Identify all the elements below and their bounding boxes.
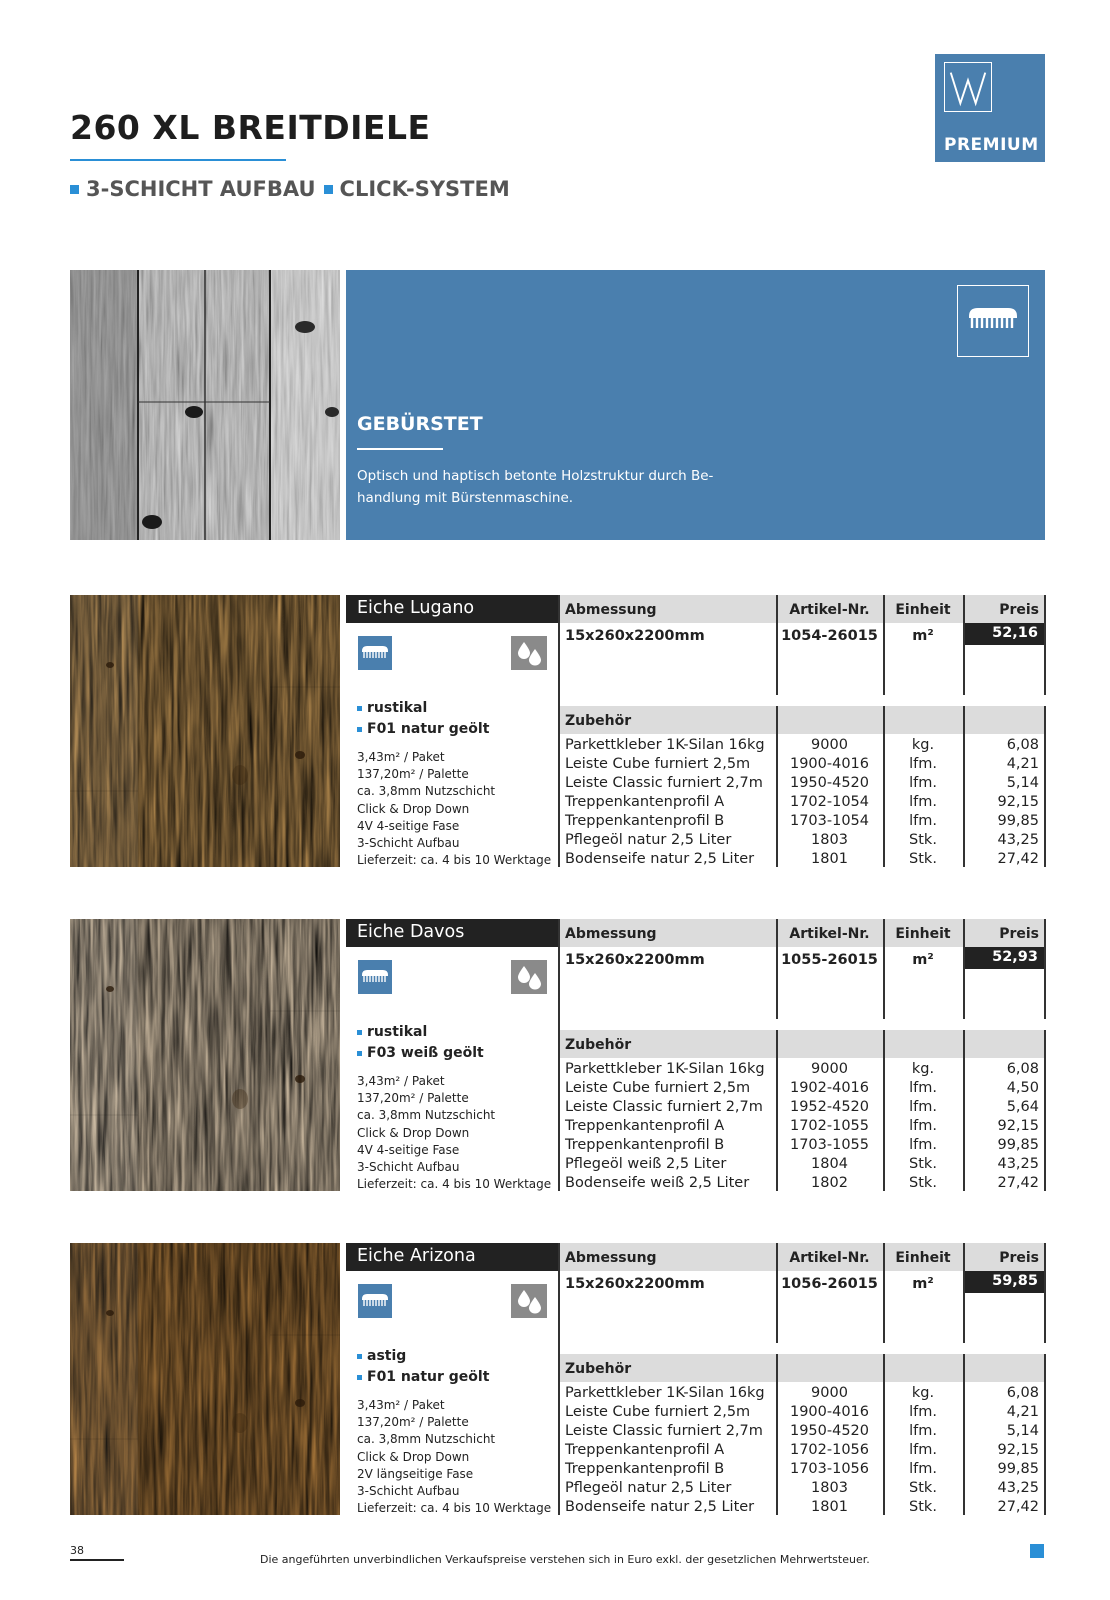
product-name: Eiche Lugano: [346, 595, 558, 623]
accessory-row: [558, 813, 1045, 832]
bullet-square-icon: [70, 185, 79, 194]
accessory-unit: Stk.: [909, 832, 937, 848]
accessory-price: 5,64: [1006, 1099, 1039, 1115]
feature-label: 3-SCHICHT AUFBAU: [86, 177, 316, 201]
header-unit: Einheit: [895, 602, 951, 618]
accessory-article: 1803: [811, 832, 848, 848]
accessories-header: [558, 1030, 1045, 1058]
product-oil-finish: F01 natur geölt: [367, 721, 490, 737]
product-price: 52,16: [964, 623, 1044, 645]
accessory-price: 43,25: [997, 832, 1039, 848]
price-table: [558, 1243, 1045, 1515]
table-divider: [776, 1243, 778, 1343]
table-divider: [776, 595, 778, 695]
accessory-unit: kg.: [911, 1385, 935, 1401]
product-attributes: [357, 1022, 484, 1064]
accessory-price: 27,42: [997, 1175, 1039, 1191]
accessory-price: 4,21: [1006, 756, 1039, 772]
product-dimension: 15x260x2200mm: [565, 628, 705, 644]
accessory-unit: lfm.: [909, 1118, 937, 1134]
accessory-price: 5,14: [1006, 1423, 1039, 1439]
accessory-name: Leiste Classic furniert 2,7m: [565, 775, 763, 791]
brush-finish-icon: [358, 1284, 392, 1318]
accessories-label: Zubehör: [565, 1361, 632, 1377]
spec-line: 3,43m² / Paket: [357, 750, 445, 764]
feature-list: [70, 177, 510, 201]
footer-square-icon: [1030, 1544, 1044, 1558]
accessory-row: [558, 1156, 1045, 1175]
spec-line: Lieferzeit: ca. 4 bis 10 Werktage: [357, 853, 552, 868]
accessory-unit: Stk.: [909, 1156, 937, 1172]
premium-label: PREMIUM: [944, 135, 1039, 155]
finish-heading: GEBÜRSTET: [357, 413, 483, 435]
spec-line: ca. 3,8mm Nutzschicht: [357, 1108, 496, 1123]
product-unit: m²: [912, 1276, 934, 1292]
accessory-unit: Stk.: [909, 1480, 937, 1496]
accessory-article: 9000: [811, 737, 848, 753]
accessory-unit: lfm.: [909, 813, 937, 829]
accessory-name: Leiste Classic furniert 2,7m: [565, 1099, 763, 1115]
price-table: [558, 919, 1045, 1191]
accessory-price: 99,85: [997, 1461, 1039, 1477]
oil-drops-icon: [511, 1284, 547, 1318]
accessory-price: 99,85: [997, 813, 1039, 829]
bullet-square-icon: [324, 185, 333, 194]
accessory-row: [558, 1423, 1045, 1442]
finish-heading-underline: [357, 448, 443, 450]
accessory-name: Bodenseife natur 2,5 Liter: [565, 1499, 755, 1515]
accessory-row: [558, 1061, 1045, 1080]
accessory-row: [558, 1480, 1045, 1499]
accessory-article: 1802: [811, 1175, 848, 1191]
page-title: 260 XL BREITDIELE: [70, 108, 431, 147]
product-grade: rustikal: [367, 1024, 428, 1040]
accessories-label: Zubehör: [565, 1037, 632, 1053]
spec-line: ca. 3,8mm Nutzschicht: [357, 784, 496, 799]
header-price: Preis: [999, 1250, 1039, 1266]
product-specs: [357, 749, 551, 869]
accessory-price: 6,08: [1006, 1061, 1039, 1077]
accessory-article: 1703-1055: [789, 1137, 870, 1153]
oil-drops-icon: [511, 636, 547, 670]
product-unit: m²: [912, 952, 934, 968]
accessory-unit: kg.: [911, 1061, 935, 1077]
accessory-row: [558, 1175, 1045, 1194]
product-article: 1056-26015: [781, 1276, 878, 1292]
spec-line: 3-Schicht Aufbau: [357, 836, 460, 851]
spec-line: ca. 3,8mm Nutzschicht: [357, 1432, 496, 1447]
header-dimension: Abmessung: [565, 926, 657, 942]
accessory-name: Parkettkleber 1K-Silan 16kg: [565, 1385, 765, 1401]
accessories-header: [558, 1354, 1045, 1382]
accessory-row: [558, 775, 1045, 794]
accessory-price: 92,15: [997, 1442, 1039, 1458]
accessory-row: [558, 1499, 1045, 1518]
accessories-list: [558, 1385, 1045, 1518]
finish-description: Optisch und haptisch betonte Holzstruktur durch Be- handlung mit Bürstenmaschine.: [357, 468, 714, 506]
accessory-unit: Stk.: [909, 851, 937, 867]
header-price: Preis: [999, 602, 1039, 618]
product-specs: [357, 1073, 551, 1193]
accessory-article: 1702-1055: [789, 1118, 870, 1134]
accessories-list: [558, 1061, 1045, 1194]
accessory-article: 1950-4520: [789, 1423, 870, 1439]
accessory-row: [558, 756, 1045, 775]
accessory-unit: kg.: [911, 737, 935, 753]
table-divider: [1044, 1243, 1046, 1343]
page-number-rule: [70, 1559, 124, 1561]
wood-sample-image: [70, 919, 340, 1191]
product-name: Eiche Davos: [346, 919, 558, 947]
brushed-wood-image: [70, 270, 340, 540]
spec-line: Lieferzeit: ca. 4 bis 10 Werktage: [357, 1177, 552, 1192]
accessory-unit: lfm.: [909, 1442, 937, 1458]
spec-line: 4V 4-seitige Fase: [357, 1142, 460, 1157]
spec-line: 3-Schicht Aufbau: [357, 1160, 460, 1175]
accessory-article: 1703-1056: [789, 1461, 870, 1477]
accessory-unit: lfm.: [909, 794, 937, 810]
accessory-name: Treppenkantenprofil B: [565, 1137, 725, 1153]
product-article: 1055-26015: [781, 952, 878, 968]
accessory-article: 1801: [811, 1499, 848, 1515]
price-table: [558, 595, 1045, 867]
accessory-price: 92,15: [997, 794, 1039, 810]
accessory-article: 1801: [811, 851, 848, 867]
accessory-article: 1902-4016: [789, 1080, 870, 1096]
accessory-unit: lfm.: [909, 775, 937, 791]
feature-label: CLICK-SYSTEM: [339, 177, 510, 201]
accessory-article: 1702-1056: [789, 1442, 870, 1458]
accessory-name: Treppenkantenprofil B: [565, 1461, 725, 1477]
accessory-price: 43,25: [997, 1480, 1039, 1496]
product-article: 1054-26015: [781, 628, 878, 644]
accessory-article: 1804: [811, 1156, 848, 1172]
product-price: 59,85: [964, 1271, 1044, 1293]
wood-sample-image: [70, 595, 340, 867]
table-header: [558, 1243, 1045, 1271]
accessory-row: [558, 1442, 1045, 1461]
accessory-name: Treppenkantenprofil A: [565, 794, 725, 810]
accessory-name: Treppenkantenprofil A: [565, 1118, 725, 1134]
accessory-row: [558, 737, 1045, 756]
accessory-row: [558, 1080, 1045, 1099]
accessory-unit: lfm.: [909, 1461, 937, 1477]
accessory-row: [558, 794, 1045, 813]
bullet-square-icon: [357, 1375, 362, 1380]
accessory-price: 4,50: [1006, 1080, 1039, 1096]
spec-line: 2V längseitige Fase: [357, 1466, 474, 1481]
bullet-square-icon: [357, 1354, 362, 1359]
product-block: [70, 919, 1045, 1191]
header-article: Artikel-Nr.: [789, 1250, 870, 1266]
footer-price-note: Die angeführten unverbindlichen Verkaufspreise verstehen sich in Euro exkl. der gesetzlichen Mehrwertsteuer.: [260, 1553, 870, 1566]
product-oil-finish: F01 natur geölt: [367, 1369, 490, 1385]
accessory-unit: lfm.: [909, 1137, 937, 1153]
product-block: [70, 595, 1045, 867]
accessory-price: 99,85: [997, 1137, 1039, 1153]
accessory-unit: lfm.: [909, 1404, 937, 1420]
accessory-article: 1900-4016: [789, 1404, 870, 1420]
spec-line: 3,43m² / Paket: [357, 1398, 445, 1412]
accessory-price: 5,14: [1006, 775, 1039, 791]
accessory-name: Parkettkleber 1K-Silan 16kg: [565, 737, 765, 753]
accessory-article: 1702-1054: [789, 794, 870, 810]
accessory-row: [558, 832, 1045, 851]
accessory-article: 1900-4016: [789, 756, 870, 772]
accessory-row: [558, 1118, 1045, 1137]
brand-logo-icon: [944, 62, 992, 112]
accessory-name: Pflegeöl weiß 2,5 Liter: [565, 1156, 727, 1172]
spec-line: 3-Schicht Aufbau: [357, 1484, 460, 1499]
bullet-square-icon: [357, 1051, 362, 1056]
spec-line: 4V 4-seitige Fase: [357, 818, 460, 833]
accessory-article: 1950-4520: [789, 775, 870, 791]
accessory-name: Bodenseife natur 2,5 Liter: [565, 851, 755, 867]
accessory-unit: lfm.: [909, 1099, 937, 1115]
spec-line: 3,43m² / Paket: [357, 1074, 445, 1088]
header-dimension: Abmessung: [565, 602, 657, 618]
accessory-unit: lfm.: [909, 756, 937, 772]
product-unit: m²: [912, 628, 934, 644]
accessory-unit: lfm.: [909, 1080, 937, 1096]
wood-sample-image: [70, 1243, 340, 1515]
accessory-name: Leiste Cube furniert 2,5m: [565, 1080, 751, 1096]
accessory-name: Treppenkantenprofil B: [565, 813, 725, 829]
bullet-square-icon: [357, 727, 362, 732]
accessory-price: 4,21: [1006, 1404, 1039, 1420]
accessory-unit: Stk.: [909, 1499, 937, 1515]
table-divider: [1044, 595, 1046, 695]
accessories-header: [558, 706, 1045, 734]
product-attributes: [357, 698, 489, 740]
spec-line: 137,20m² / Palette: [357, 1091, 469, 1106]
accessory-price: 27,42: [997, 851, 1039, 867]
accessory-article: 9000: [811, 1061, 848, 1077]
header-dimension: Abmessung: [565, 1250, 657, 1266]
product-dimension: 15x260x2200mm: [565, 952, 705, 968]
product-grade: astig: [367, 1348, 407, 1364]
brush-finish-icon: [358, 636, 392, 670]
table-header: [558, 595, 1045, 623]
accessories-label: Zubehör: [565, 713, 632, 729]
product-specs: [357, 1397, 551, 1517]
header-price: Preis: [999, 926, 1039, 942]
accessory-name: Leiste Cube furniert 2,5m: [565, 756, 751, 772]
header-article: Artikel-Nr.: [789, 926, 870, 942]
product-dimension: 15x260x2200mm: [565, 1276, 705, 1292]
brush-finish-icon: [957, 285, 1029, 357]
accessory-article: 1703-1054: [789, 813, 870, 829]
accessory-name: Leiste Cube furniert 2,5m: [565, 1404, 751, 1420]
page-number: 38: [70, 1544, 84, 1557]
accessory-row: [558, 851, 1045, 870]
title-underline: [70, 159, 286, 161]
oil-drops-icon: [511, 960, 547, 994]
spec-line: Click & Drop Down: [357, 1125, 470, 1140]
table-divider: [776, 919, 778, 1019]
accessory-article: 1952-4520: [789, 1099, 870, 1115]
product-price: 52,93: [964, 947, 1044, 969]
accessories-list: [558, 737, 1045, 870]
spec-line: Click & Drop Down: [357, 801, 470, 816]
accessory-row: [558, 1099, 1045, 1118]
spec-line: 137,20m² / Palette: [357, 767, 469, 782]
header-article: Artikel-Nr.: [789, 602, 870, 618]
accessory-price: 6,08: [1006, 1385, 1039, 1401]
accessory-unit: lfm.: [909, 1423, 937, 1439]
accessory-name: Pflegeöl natur 2,5 Liter: [565, 832, 732, 848]
spec-line: Click & Drop Down: [357, 1449, 470, 1464]
table-divider: [883, 919, 885, 1019]
finish-info-panel: [346, 270, 1045, 540]
table-divider: [963, 595, 965, 695]
spec-line: Lieferzeit: ca. 4 bis 10 Werktage: [357, 1501, 552, 1516]
bullet-square-icon: [357, 1030, 362, 1035]
accessory-row: [558, 1137, 1045, 1156]
product-oil-finish: F03 weiß geölt: [367, 1045, 484, 1061]
brush-finish-icon: [358, 960, 392, 994]
accessory-name: Bodenseife weiß 2,5 Liter: [565, 1175, 750, 1191]
accessory-name: Leiste Classic furniert 2,7m: [565, 1423, 763, 1439]
accessory-price: 43,25: [997, 1156, 1039, 1172]
accessory-row: [558, 1385, 1045, 1404]
accessory-price: 27,42: [997, 1499, 1039, 1515]
accessory-price: 6,08: [1006, 737, 1039, 753]
accessory-name: Pflegeöl natur 2,5 Liter: [565, 1480, 732, 1496]
spec-line: 137,20m² / Palette: [357, 1415, 469, 1430]
table-divider: [1044, 919, 1046, 1019]
accessory-row: [558, 1461, 1045, 1480]
table-header: [558, 919, 1045, 947]
product-name: Eiche Arizona: [346, 1243, 558, 1271]
accessory-row: [558, 1404, 1045, 1423]
product-grade: rustikal: [367, 700, 428, 716]
header-unit: Einheit: [895, 1250, 951, 1266]
table-divider: [963, 919, 965, 1019]
premium-badge: [935, 54, 1045, 162]
product-attributes: [357, 1346, 489, 1388]
header-unit: Einheit: [895, 926, 951, 942]
accessory-name: Parkettkleber 1K-Silan 16kg: [565, 1061, 765, 1077]
accessory-unit: Stk.: [909, 1175, 937, 1191]
table-divider: [883, 1243, 885, 1343]
accessory-name: Treppenkantenprofil A: [565, 1442, 725, 1458]
bullet-square-icon: [357, 706, 362, 711]
accessory-price: 92,15: [997, 1118, 1039, 1134]
table-divider: [883, 595, 885, 695]
table-divider: [963, 1243, 965, 1343]
accessory-article: 1803: [811, 1480, 848, 1496]
accessory-article: 9000: [811, 1385, 848, 1401]
product-block: [70, 1243, 1045, 1515]
